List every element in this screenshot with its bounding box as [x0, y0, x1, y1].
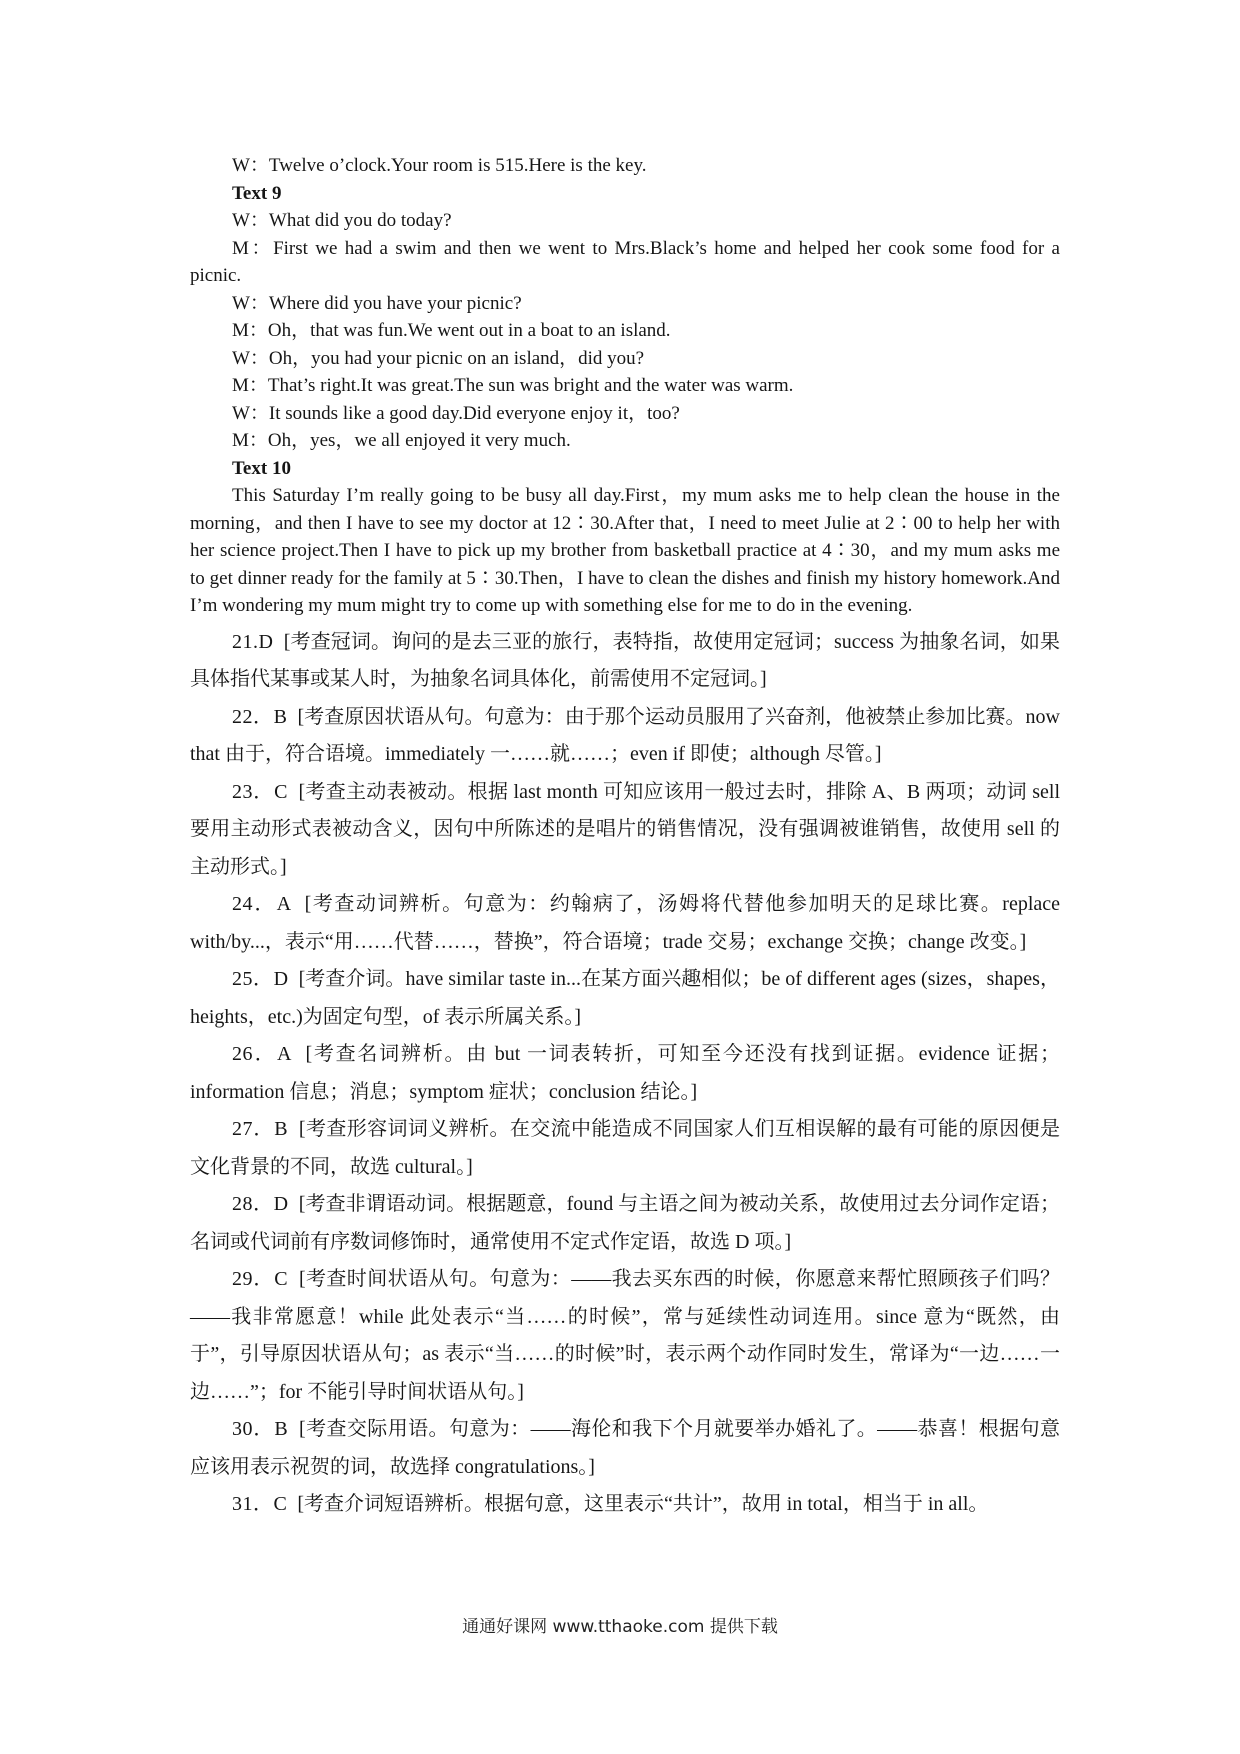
- answer-item: [190, 961, 1060, 1036]
- answer-item: [190, 624, 1060, 699]
- answer-item: [190, 1411, 1060, 1486]
- answer-number: 30．B: [232, 1418, 289, 1440]
- dialog-line: M：That’s right.It was great.The sun was bright and the water was warm.: [232, 375, 794, 396]
- dialog-line: M：Oh，that was fun.We went out in a boat to an island.: [232, 320, 671, 341]
- answer-list: [190, 624, 1060, 1524]
- answer-explanation: [考查名词辨析。由 but 一词表转折，可知至今还没有找到证据。evidence 证据；information 信息；消息；symptom 症状；conclusion 结论。]: [190, 1043, 1061, 1103]
- answer-number: 29．C: [232, 1268, 289, 1290]
- dialog-line: M：Oh，yes，we all enjoyed it very much.: [232, 430, 571, 451]
- answer-explanation: [考查主动表被动。根据 last month 可知应该用一般过去时，排除 A、B 两项；动词 sell 要用主动形式表被动含义，因句中所陈述的是唱片的销售情况，没有强调被谁销售，故使用 sell 的主动形式。]: [190, 780, 1061, 878]
- answer-item: [190, 1186, 1060, 1261]
- answer-explanation: [考查时间状语从句。句意为：——我去买东西的时候，你愿意来帮忙照顾孩子们吗？——我非常愿意！while 此处表示“当……的时候”，常与延续性动词连用。since 意为“既然，由于”，引导原因状语从句；as 表示“当……的时候”时，表示两个动作同时发生，常译为“一边……一边……”；for 不能引导时间状语从句。]: [190, 1268, 1060, 1403]
- answer-number: 23．C: [232, 780, 288, 803]
- dialog-line: M：First we had a swim and then we went to Mrs.Black’s home and helped her cook some food for a picnic.: [190, 237, 1060, 286]
- answer-item: [190, 774, 1060, 887]
- answer-item: [190, 886, 1060, 961]
- section-heading-text9: Text 9: [232, 182, 282, 204]
- answer-number: 26．A: [232, 1043, 292, 1065]
- answer-number: 25．D: [232, 968, 289, 990]
- dialog-line: W：What did you do today?: [232, 210, 452, 231]
- passage-paragraph: This Saturday I’m really going to be busy all day.First，my mum asks me to help clean the house in the morning，and then I have to see my doctor at 12∶30.After that，I need to meet Julie at 2∶00 to help her with her science project.Then I have to pick up my brother from basketball practice at 4∶30，and my mum asks me to get dinner ready for the family at 5∶30.Then，I have to clean the dishes and finish my history homework.And I’m wondering my mum might try to come up with something else for me to do in the evening.: [190, 485, 1060, 616]
- answer-explanation: [考查形容词词义辨析。在交流中能造成不同国家人们互相误解的最有可能的原因便是文化背景的不同，故选 cultural。]: [190, 1118, 1060, 1178]
- answer-item: [190, 1111, 1060, 1186]
- answer-item: [190, 1036, 1060, 1111]
- answer-explanation: [考查介词。have similar taste in...在某方面兴趣相似；be of different ages (sizes，shapes，heights，etc.)为固定句型，of 表示所属关系。]: [190, 968, 1061, 1028]
- answer-explanation: [考查动词辨析。句意为：约翰病了，汤姆将代替他参加明天的足球比赛。replace with/by...，表示“用……代替……，替换”，符合语境；trade 交易；exchange 交换；change 改变。]: [190, 893, 1061, 953]
- answer-number: 31．C: [232, 1493, 288, 1515]
- dialog-line: W：Oh，you had your picnic on an island，did you?: [232, 347, 645, 369]
- answer-item: [190, 1261, 1060, 1411]
- dialog-line: W：It sounds like a good day.Did everyone enjoy it，too?: [232, 402, 680, 424]
- answer-item: [190, 699, 1060, 774]
- answer-explanation: [考查冠词。询问的是去三亚的旅行，表特指，故使用定冠词；success 为抽象名词，如果具体指代某事或某人时，为抽象名词具体化，前需使用不定冠词。]: [190, 630, 1060, 690]
- answer-explanation: [考查交际用语。句意为：——海伦和我下个月就要举办婚礼了。——恭喜！根据句意应该用表示祝贺的词，故选择 congratulations。]: [190, 1418, 1061, 1478]
- dialog-line: W：Twelve o’clock.Your room is 515.Here is the key.: [232, 155, 647, 176]
- answer-explanation: [考查原因状语从句。句意为：由于那个运动员服用了兴奋剂，他被禁止参加比赛。now that 由于，符合语境。immediately 一……就……；even if 即使；although 尽管。]: [190, 705, 1060, 765]
- dialog-line: W：Where did you have your picnic?: [232, 292, 522, 314]
- answer-number: 24．A: [232, 893, 292, 915]
- answer-number: 28．D: [232, 1193, 289, 1215]
- answer-item: [190, 1486, 1060, 1524]
- answer-number: 21.D: [232, 630, 274, 653]
- answer-explanation: [考查非谓语动词。根据题意，found 与主语之间为被动关系，故使用过去分词作定语；名词或代词前有序数词修饰时，通常使用不定式作定语，故选 D 项。]: [190, 1193, 1060, 1253]
- section-heading-text10: Text 10: [232, 457, 291, 479]
- answer-number: 27．B: [232, 1118, 289, 1140]
- answer-explanation: [考查介词短语辨析。根据句意，这里表示“共计”，故用 in total，相当于 in all。: [297, 1493, 989, 1515]
- document-body: [190, 152, 1060, 1524]
- page-footer: 通通好课网 www.tthaoke.com 提供下载: [462, 1617, 778, 1637]
- answer-number: 22．B: [232, 705, 288, 728]
